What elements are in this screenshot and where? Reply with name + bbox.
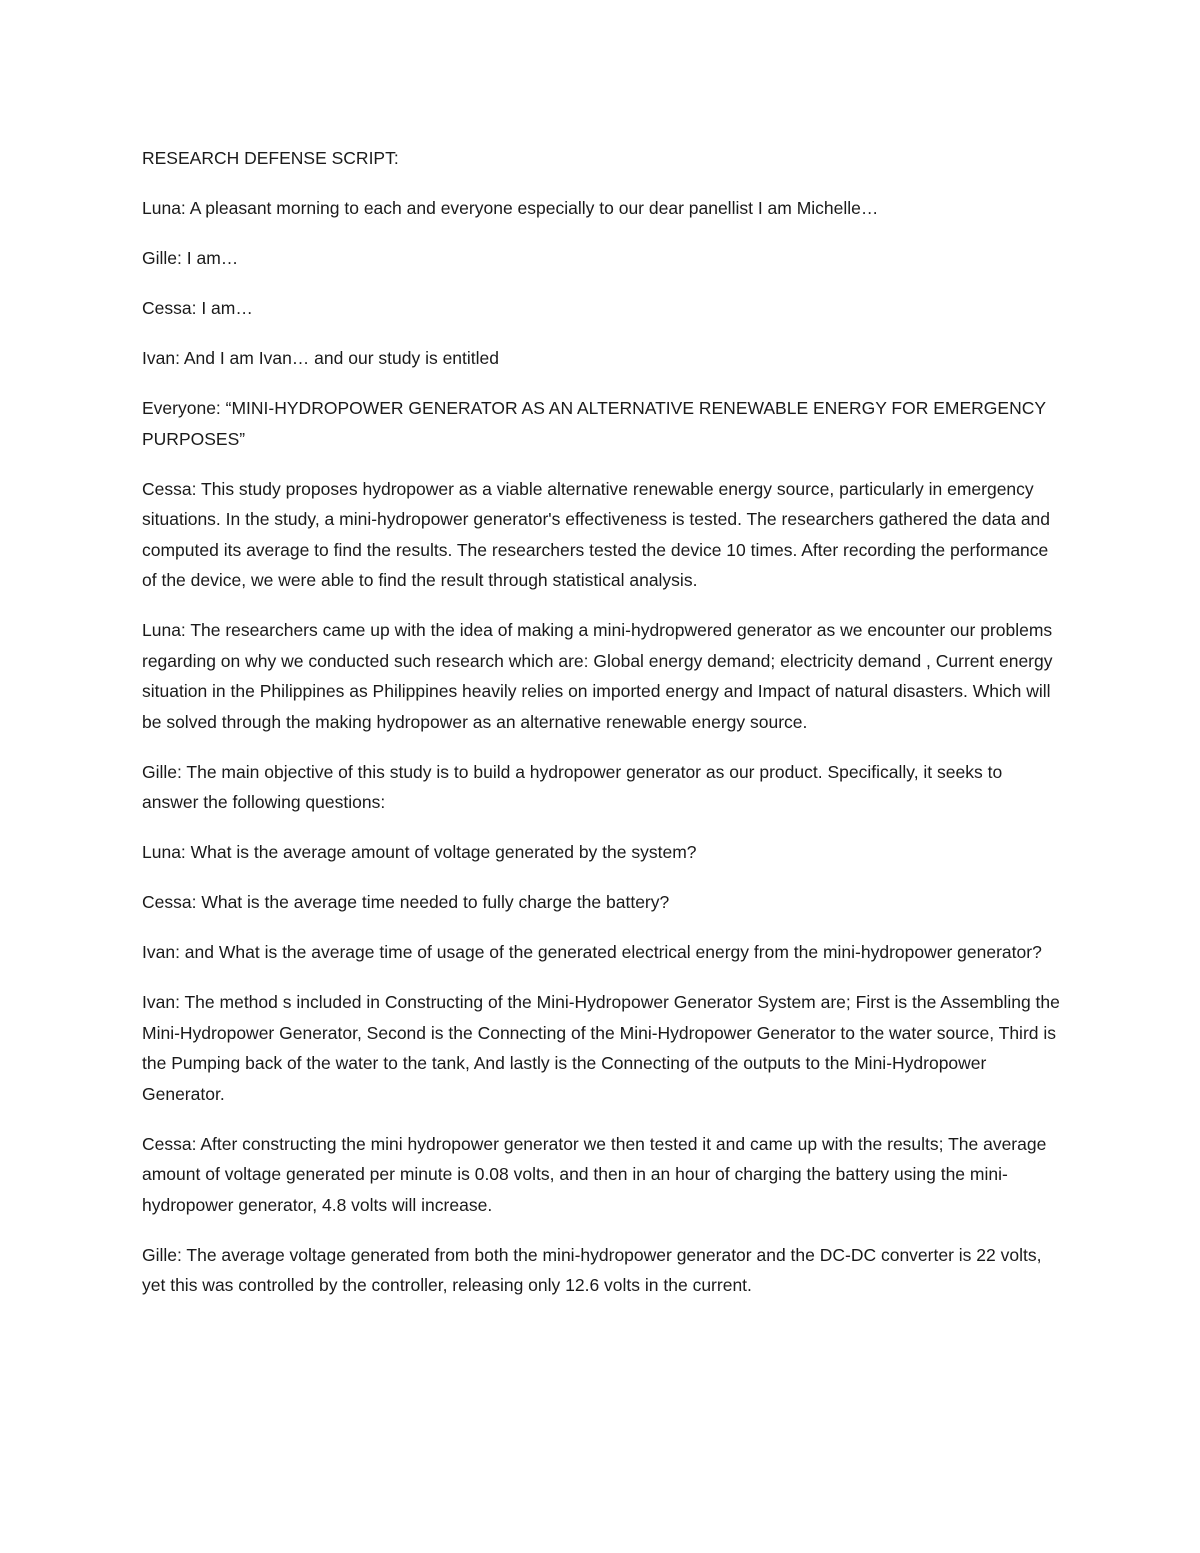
document-title: RESEARCH DEFENSE SCRIPT: <box>142 148 399 168</box>
script-line-cessa-results: Cessa: After constructing the mini hydropower generator we then tested it and came up with the results; The average amount of voltage generated per minute is 0.08 volts, and then in an hour of charging the battery using the mini-hydropower generator, 4.8 volts will increase. <box>142 1133 1047 1215</box>
document-body <box>142 143 1062 1320</box>
script-line-luna-question: Luna: What is the average amount of voltage generated by the system? <box>142 842 697 862</box>
script-line-gille-intro: Gille: I am… <box>142 248 239 268</box>
script-line-ivan-intro: Ivan: And I am Ivan… and our study is entitled <box>142 348 500 368</box>
script-line-cessa-question: Cessa: What is the average time needed to fully charge the battery? <box>142 892 670 912</box>
script-line-gille-objective: Gille: The main objective of this study is to build a hydropower generator as our product. Specifically, it seeks to answer the following questions: <box>142 761 1003 812</box>
script-line-ivan-methods: Ivan: The method s included in Constructing of the Mini-Hydropower Generator System are; First is the Assembling the Mini-Hydropower Generator, Second is the Connecting of the Mini-Hydropower Generator to the water source, Third is the Pumping back of the water to the tank, And lastly is the Connecting of the outputs to the Mini-Hydropower Generator. <box>142 992 1060 1104</box>
script-line-gille-results: Gille: The average voltage generated from both the mini-hydropower generator and the DC-DC converter is 22 volts, yet this was controlled by the controller, releasing only 12.6 volts in the current. <box>142 1244 1042 1295</box>
script-line-study-title: Everyone: “MINI-HYDROPOWER GENERATOR AS AN ALTERNATIVE RENEWABLE ENERGY FOR EMERGENCY PURPOSES” <box>142 398 1046 449</box>
script-line-cessa-intro: Cessa: I am… <box>142 298 253 318</box>
script-line-luna-background: Luna: The researchers came up with the idea of making a mini-hydropwered generator as we encounter our problems regarding on why we conducted such research which are: Global energy demand; electricity demand , Current energy situation in the Philippines as Philippines heavily relies on imported energy and Impact of natural disasters. Which will be solved through the making hydropower as an alternative renewable energy source. <box>142 620 1053 732</box>
script-line-ivan-question: Ivan: and What is the average time of usage of the generated electrical energy from the mini-hydropower generator? <box>142 942 1042 962</box>
script-line-cessa-overview: Cessa: This study proposes hydropower as a viable alternative renewable energy source, particularly in emergency situations. In the study, a mini-hydropower generator's effectiveness is tested. The researchers gathered the data and computed its average to find the results. The researchers tested the device 10 times. After recording the performance of the device, we were able to find the result through statistical analysis. <box>142 478 1051 590</box>
script-line-luna-greeting: Luna: A pleasant morning to each and everyone especially to our dear panellist I am Michelle… <box>142 198 879 218</box>
